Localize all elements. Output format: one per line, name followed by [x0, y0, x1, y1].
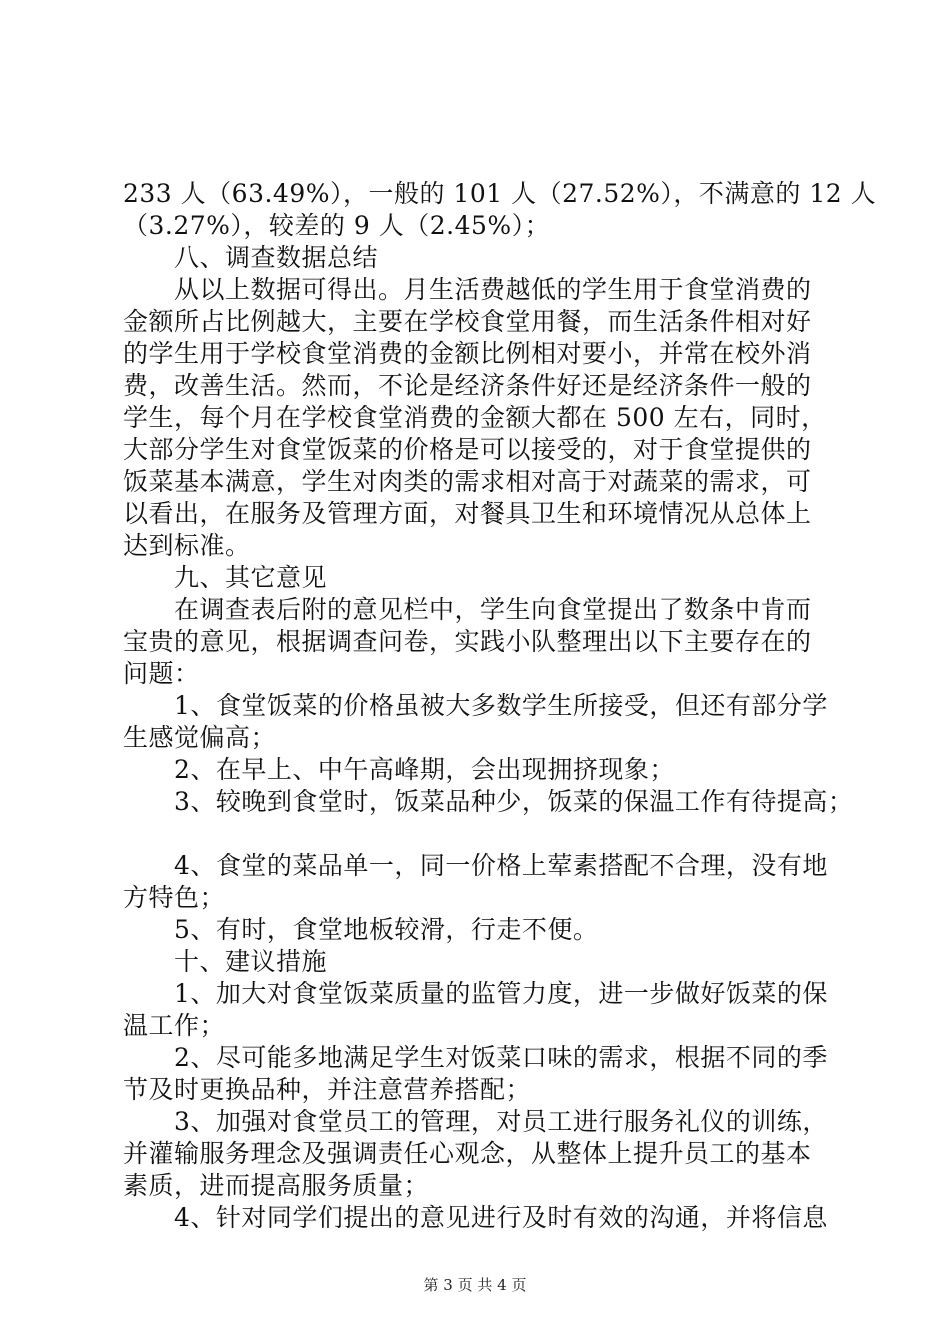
body-line-15: 宝贵的意见，根据调查问卷，实践小队整理出以下主要存在的 — [123, 627, 812, 656]
list-item-suggestion-1: 1、加大对食堂饭菜质量的监管力度，进一步做好饭菜的保 — [123, 979, 828, 1008]
body-line-18: 生感觉偏高； — [123, 723, 277, 752]
page-footer: 第 3 页 共 4 页 — [423, 1276, 527, 1294]
section-heading-9: 九、其它意见 — [123, 563, 328, 592]
body-line-12: 达到标准。 — [123, 531, 251, 560]
body-line-9: 大部分学生对食堂饭菜的价格是可以接受的，对于食堂提供的 — [123, 435, 812, 464]
list-item-suggestion-4: 4、针对同学们提出的意见进行及时有效的沟通，并将信息 — [123, 1203, 828, 1232]
section-heading-10: 十、建议措施 — [123, 947, 328, 976]
body-line-11: 以看出，在服务及管理方面，对餐具卫生和环境情况从总体上 — [123, 499, 812, 528]
list-item-suggestion-3: 3、加强对食堂员工的管理，对员工进行服务礼仪的训练， — [123, 1107, 828, 1136]
body-line-10: 饭菜基本满意，学生对肉类的需求相对高于对蔬菜的需求，可 — [123, 467, 812, 496]
list-item-issue-4: 4、食堂的菜品单一，同一价格上荤素搭配不合理，没有地 — [123, 851, 828, 880]
body-line-4: 从以上数据可得出。月生活费越低的学生用于食堂消费的 — [123, 275, 812, 304]
body-line-2: （3.27%），较差的 9 人（2.45%）； — [123, 211, 551, 240]
body-line-31: 素质，进而提高服务质量； — [123, 1171, 430, 1200]
body-line-8: 学生，每个月在学校食堂消费的金额大都在 500 左右，同时， — [123, 403, 827, 432]
body-line-26: 温工作； — [123, 1011, 226, 1040]
body-line-6: 的学生用于学校食堂消费的金额比例相对要小，并常在校外消 — [123, 339, 812, 368]
body-line-22: 方特色； — [123, 883, 226, 912]
body-line-1: 233 人（63.49%），一般的 101 人（27.52%），不满意的 12 人 — [123, 179, 877, 208]
list-item-issue-2: 2、在早上、中午高峰期，会出现拥挤现象； — [123, 755, 675, 784]
body-line-7: 费，改善生活。然而，不论是经济条件好还是经济条件一般的 — [123, 371, 812, 400]
list-item-issue-3: 3、较晚到食堂时，饭菜品种少，饭菜的保温工作有待提高； — [123, 787, 854, 816]
list-item-issue-5: 5、有时，食堂地板较滑，行走不便。 — [123, 915, 599, 944]
list-item-issue-1: 1、食堂饭菜的价格虽被大多数学生所接受，但还有部分学 — [123, 691, 828, 720]
body-line-30: 并灌输服务理念及强调责任心观念，从整体上提升员工的基本 — [123, 1139, 812, 1168]
body-line-28: 节及时更换品种，并注意营养搭配； — [123, 1075, 532, 1104]
section-heading-8: 八、调查数据总结 — [123, 243, 379, 272]
body-line-5: 金额所占比例越大，主要在学校食堂用餐，而生活条件相对好 — [123, 307, 812, 336]
list-item-suggestion-2: 2、尽可能多地满足学生对饭菜口味的需求，根据不同的季 — [123, 1043, 828, 1072]
body-line-16: 问题： — [123, 659, 200, 688]
body-line-14: 在调查表后附的意见栏中，学生向食堂提出了数条中肯而 — [123, 595, 812, 624]
